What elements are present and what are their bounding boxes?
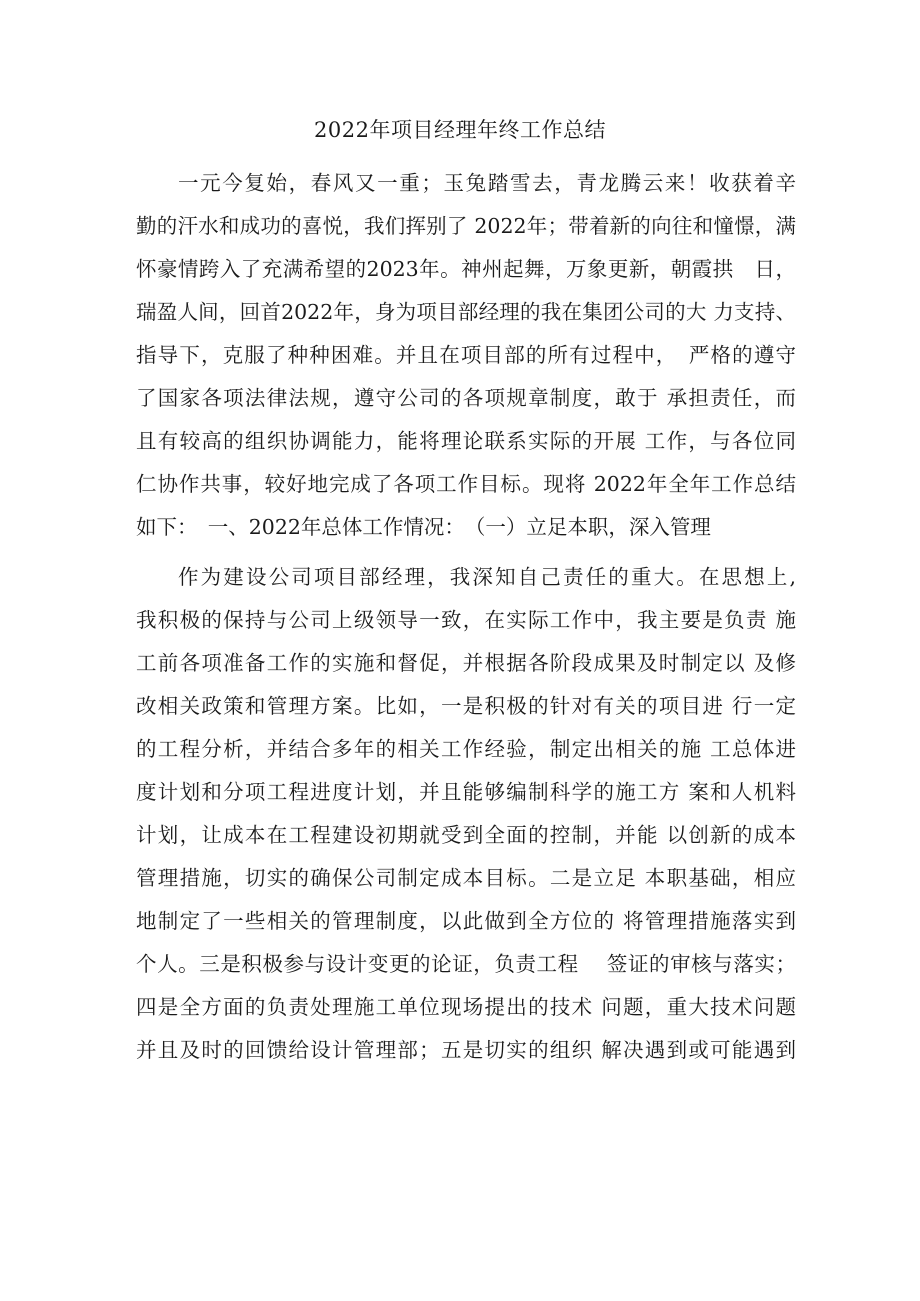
paragraph-2-line-6: 度计划和分项工程进度计划，并且能够编制科学的施工方 案和人机料 [136, 780, 796, 804]
paragraph-1-line-9: 如下： 一、2022年总体工作情况： （一）立足本职，深入管理 [136, 515, 711, 539]
paragraph-2-line-3: 工前各项准备工作的实施和督促，并根据各阶段成果及时制定以 及修 [136, 651, 796, 675]
paragraph-2-line-4: 改相关政策和管理方案。比如，一是积极的针对有关的项目进 行一定 [136, 694, 796, 718]
paragraph-2-line-11: 四是全方面的负责处理施工单位现场提出的技术 问题，重大技术问题 [136, 995, 796, 1019]
paragraph-2-line-9: 地制定了一些相关的管理制度，以此做到全方位的 将管理措施落实到 [136, 909, 796, 933]
paragraph-1-line-7: 且有较高的组织协调能力，能将理论联系实际的开展 工作，与各位同 [136, 429, 796, 453]
paragraph-2-line-10: 个人。三是积极参与设计变更的论证，负责工程 签证的审核与落实； [136, 952, 796, 976]
paragraph-2-line-8: 管理措施，切实的确保公司制定成本目标。二是立足 本职基础，相应 [136, 866, 796, 890]
paragraph-1-line-8: 仁协作共事，较好地完成了各项工作目标。现将 2022年全年工作总结 [136, 472, 796, 496]
paragraph-1-line-3: 怀豪情跨入了充满希望的2023年。神州起舞，万象更新，朝霞拱 日， [136, 257, 796, 281]
paragraph-2-line-12: 并且及时的回馈给设计管理部；五是切实的组织 解决遇到或可能遇到 [136, 1038, 796, 1062]
document-title: 2022年项目经理年终工作总结 [314, 118, 606, 142]
paragraph-2-line-5: 的工程分析，并结合多年的相关工作经验，制定出相关的施 工总体进 [136, 737, 796, 761]
paragraph-2-line-1: 作为建设公司项目部经理，我深知自己责任的重大。在思想上, [178, 565, 796, 589]
paragraph-1-line-4: 瑞盈人间，回首2022年，身为项目部经理的我在集团公司的大 力支持、 [136, 300, 796, 324]
paragraph-1-line-1: 一元今复始，春风又一重；玉兔踏雪去，青龙腾云来！收获着辛 [178, 171, 796, 195]
paragraph-1-line-5: 指导下，克服了种种困难。并且在项目部的所有过程中， 严格的遵守 [136, 343, 796, 367]
paragraph-1-line-2: 勤的汗水和成功的喜悦，我们挥别了 2022年；带着新的向往和憧憬，满 [136, 214, 796, 238]
paragraph-1-line-6: 了国家各项法律法规，遵守公司的各项规章制度，敢于 承担责任，而 [136, 386, 796, 410]
paragraph-2-line-2: 我积极的保持与公司上级领导一致，在实际工作中，我主要是负责 施 [136, 608, 796, 632]
paragraph-2-line-7: 计划，让成本在工程建设初期就受到全面的控制，并能 以创新的成本 [136, 823, 796, 847]
